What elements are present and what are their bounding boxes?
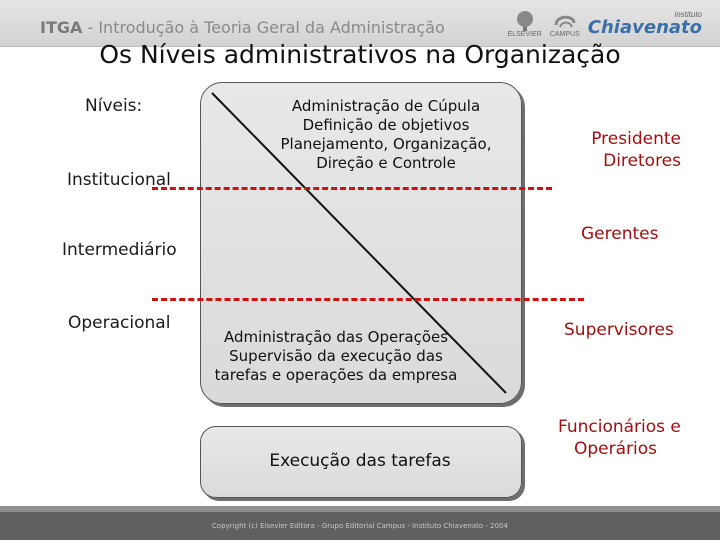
ops-admin-line1: Administração das Operações [223,328,449,346]
execution-text: Execução das tarefas [269,451,451,471]
header-title-prefix: ITGA [40,18,83,37]
dashed-separator-bottom [152,298,584,301]
top-admin-line1: Administração de Cúpula [291,97,481,115]
role-top [576,128,681,172]
dashed-separator-top [152,187,552,190]
chiavenato-label: Chiavenato [587,17,702,38]
ops-admin-text [208,328,464,385]
top-admin-line3: Planejamento, Organização, [280,135,492,153]
role-gerentes: Gerentes [581,224,659,244]
campus-label: CAMPUS [549,30,580,38]
ops-admin-line3: tarefas e operações da empresa [214,366,458,384]
slide-title: Os Níveis administrativos na Organização [99,40,621,69]
instituto-label: instituto [674,10,702,19]
level-institucional: Institucional [67,170,171,190]
role-supervisores: Supervisores [564,320,674,340]
role-diretores: Diretores [603,151,681,171]
header-title-rest: - Introdução à Teoria Geral da Administração [82,18,445,37]
level-operacional: Operacional [68,313,171,333]
role-funcionarios: Funcionários e [558,417,681,437]
top-admin-line4: Direção e Controle [316,154,456,172]
level-intermediario: Intermediário [62,240,177,260]
ops-admin-line2: Supervisão da execução das [229,347,443,365]
elsevier-label: ELSEVIER [507,30,542,38]
levels-heading: Níveis: [85,96,143,116]
top-admin-line2: Definição de objetivos [302,116,470,134]
role-bottom [558,416,681,460]
footer-copyright: Copyright (c) Elsevier Editora - Grupo Editorial Campus - Instituto Chiavenato - 2004 [212,522,508,530]
role-presidente: Presidente [591,129,681,149]
role-operarios: Operários [574,439,658,459]
top-admin-text [276,97,496,173]
